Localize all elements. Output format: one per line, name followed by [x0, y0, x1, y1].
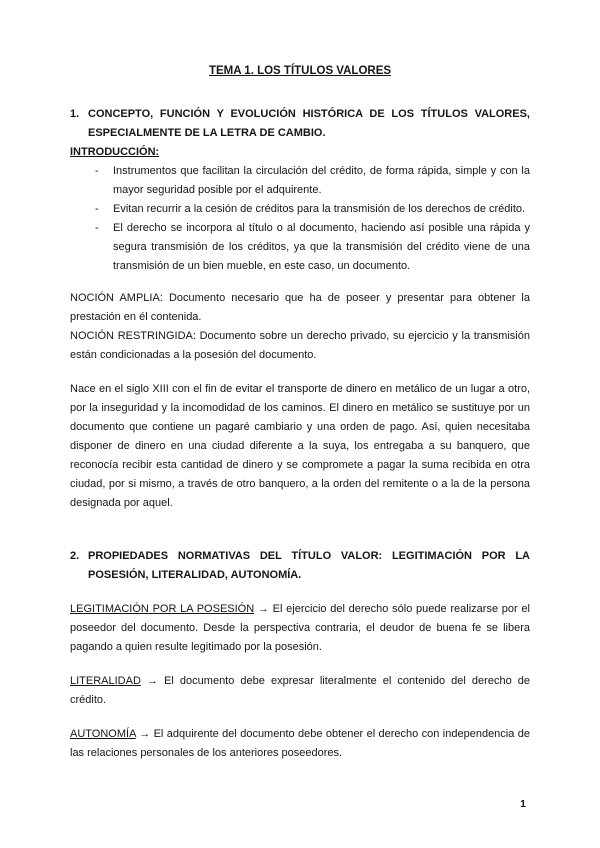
list-item	[95, 162, 530, 200]
section-1-heading-text: CONCEPTO, FUNCIÓN Y EVOLUCIÓN HISTÓRICA DE LOS TÍTULOS VALORES, ESPECIALMENTE DE LA LETRA DE CAMBIO.	[88, 108, 530, 139]
introduction-label: INTRODUCCIÓN:	[70, 146, 160, 158]
section-1-heading	[70, 105, 530, 143]
property-text: El adquirente del documento debe obtener el derecho con independencia de las relaciones personales de los anteriores poseedores.	[70, 728, 530, 759]
bullet-marker: -	[95, 222, 99, 234]
property-autonomia-paragraph	[70, 725, 530, 763]
page-number: 1	[520, 798, 526, 810]
list-item-text: Evitan recurrir a la cesión de créditos para la transmisión de los derechos de crédito.	[113, 203, 526, 215]
bullet-marker: -	[95, 165, 99, 177]
property-term: AUTONOMÍA	[70, 728, 136, 740]
list-item-text: El derecho se incorpora al título o al documento, haciendo así posible una rápida y segura transmisión de los créditos, ya que la transmisión del crédito viene de una transmisión de un bien mueble, en este caso, un documento.	[113, 222, 530, 272]
page-title: TEMA 1. LOS TÍTULOS VALORES	[208, 65, 392, 77]
property-literalidad-paragraph	[70, 672, 530, 710]
bullet-marker: -	[95, 203, 99, 215]
section-2-number: 2.	[70, 550, 80, 562]
section-2-heading-text: PROPIEDADES NORMATIVAS DEL TÍTULO VALOR: LEGITIMACIÓN POR LA POSESIÓN, LITERALIDAD, AUTONOMÍA.	[88, 550, 530, 581]
list-item-text: Instrumentos que facilitan la circulación del crédito, de forma rápida, simple y con la mayor seguridad posible por el adquirente.	[113, 165, 530, 196]
section-1-number: 1.	[70, 108, 80, 120]
property-text: El ejercicio del derecho sólo puede realizarse por el poseedor del documento. Desde la perspectiva contraria, el deudor de buena fe se libera pagando a quien resulte legitimado por la posesión.	[70, 603, 530, 653]
property-term: LEGITIMACIÓN POR LA POSESIÓN	[70, 603, 255, 615]
property-text: El documento debe expresar literalmente el contenido del derecho de crédito.	[70, 675, 530, 706]
nocion-restringida-paragraph: NOCIÓN RESTRINGIDA: Documento sobre un derecho privado, su ejercicio y la transmisión están condicionadas a la posesión del documento.	[70, 330, 530, 361]
arrow-glyph: →	[139, 728, 151, 740]
property-term: LITERALIDAD	[70, 675, 141, 687]
history-paragraph: Nace en el siglo XIII con el fin de evitar el transporte de dinero en metálico de un lugar a otro, por la inseguridad y la incomodidad de los caminos. El dinero en metálico se sustituye por un documento que contiene un pagaré cambiario y una orden de pago. Así, quien necesitaba disponer de dinero en una ciudad diferente a la suya, los entregaba a su banquero, que reconocía recibir esta cantidad de dinero y se compromete a pagar la suma recibida en otra ciudad, por si mismo, a través de otro banquero, a la orden del remitente o a la de la persona designada por aquel.	[70, 383, 530, 509]
section-2-heading	[70, 547, 530, 585]
arrow-glyph: →	[257, 603, 269, 615]
arrow-glyph: →	[147, 675, 158, 687]
list-item	[95, 219, 530, 276]
property-legitimacion-paragraph	[70, 600, 530, 657]
list-item	[95, 200, 530, 219]
nocion-amplia-paragraph: NOCIÓN AMPLIA: Documento necesario que ha de poseer y presentar para obtener la prestación en él contenida.	[70, 292, 530, 323]
